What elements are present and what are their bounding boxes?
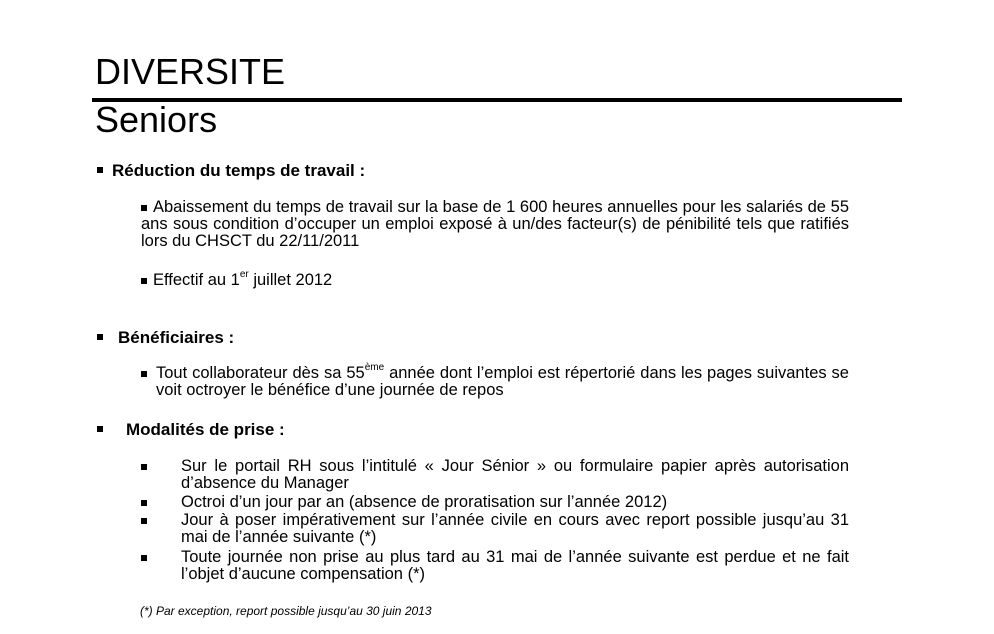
- bullet-square-icon: [141, 518, 147, 524]
- beneficiaires-item-1: [156, 362, 849, 399]
- beneficiaires-item-1-text-end: année dont l’emploi est répertorié dans les pages suivantes se voit octroyer le bénéfice d’une journée de repos: [156, 364, 849, 399]
- modalites-item: Octroi d’un jour par an (absence de proratisation sur l’année 2012): [181, 493, 668, 511]
- bullet-square-icon: [141, 555, 147, 561]
- bullet-square-icon: [141, 371, 147, 377]
- reduction-item-2-sup: er: [239, 269, 249, 280]
- page-subtitle: Seniors: [95, 99, 218, 140]
- beneficiaires-item-1-text: Tout collaborateur dès sa 55: [156, 364, 365, 382]
- modalites-item: Sur le portail RH sous l’intitulé « Jour Sénior » ou formulaire papier après autorisation d’absence du Manager: [181, 457, 849, 492]
- modalites-item: Toute journée non prise au plus tard au 31 mai de l’année suivante est perdue et ne fait l’objet d’aucune compensation (*): [181, 548, 849, 583]
- bullet-square-icon: [141, 464, 147, 470]
- bullet-square-icon: [141, 278, 147, 284]
- section-heading-reduction: Réduction du temps de travail :: [112, 161, 366, 180]
- bullet-square-icon: [97, 426, 103, 432]
- reduction-item-2-text: Effectif au 1: [153, 271, 240, 289]
- modalites-item: Jour à poser impérativement sur l’année civile en cours avec report possible jusqu’au 31 mai de l’année suivante (*): [181, 511, 849, 546]
- footnote: (*) Par exception, report possible jusqu’au 30 juin 2013: [140, 604, 432, 618]
- bullet-square-icon: [97, 167, 103, 173]
- section-heading-modalites: Modalités de prise :: [126, 420, 285, 439]
- bullet-square-icon: [141, 500, 147, 506]
- page-title: DIVERSITE: [95, 51, 286, 92]
- reduction-item-2: [153, 269, 333, 289]
- reduction-item-1: Abaissement du temps de travail sur la base de 1 600 heures annuelles pour les salariés de 55 ans sous condition d’occuper un emploi exposé à un/des facteur(s) de pénibilité tels que ratifiés lors du CHSCT du 22/11/2011: [141, 198, 849, 250]
- bullet-square-icon: [97, 334, 103, 340]
- beneficiaires-item-1-sup: ème: [364, 362, 385, 373]
- section-heading-beneficiaires: Bénéficiaires :: [118, 328, 235, 347]
- reduction-item-2-text-end: juillet 2012: [248, 271, 333, 289]
